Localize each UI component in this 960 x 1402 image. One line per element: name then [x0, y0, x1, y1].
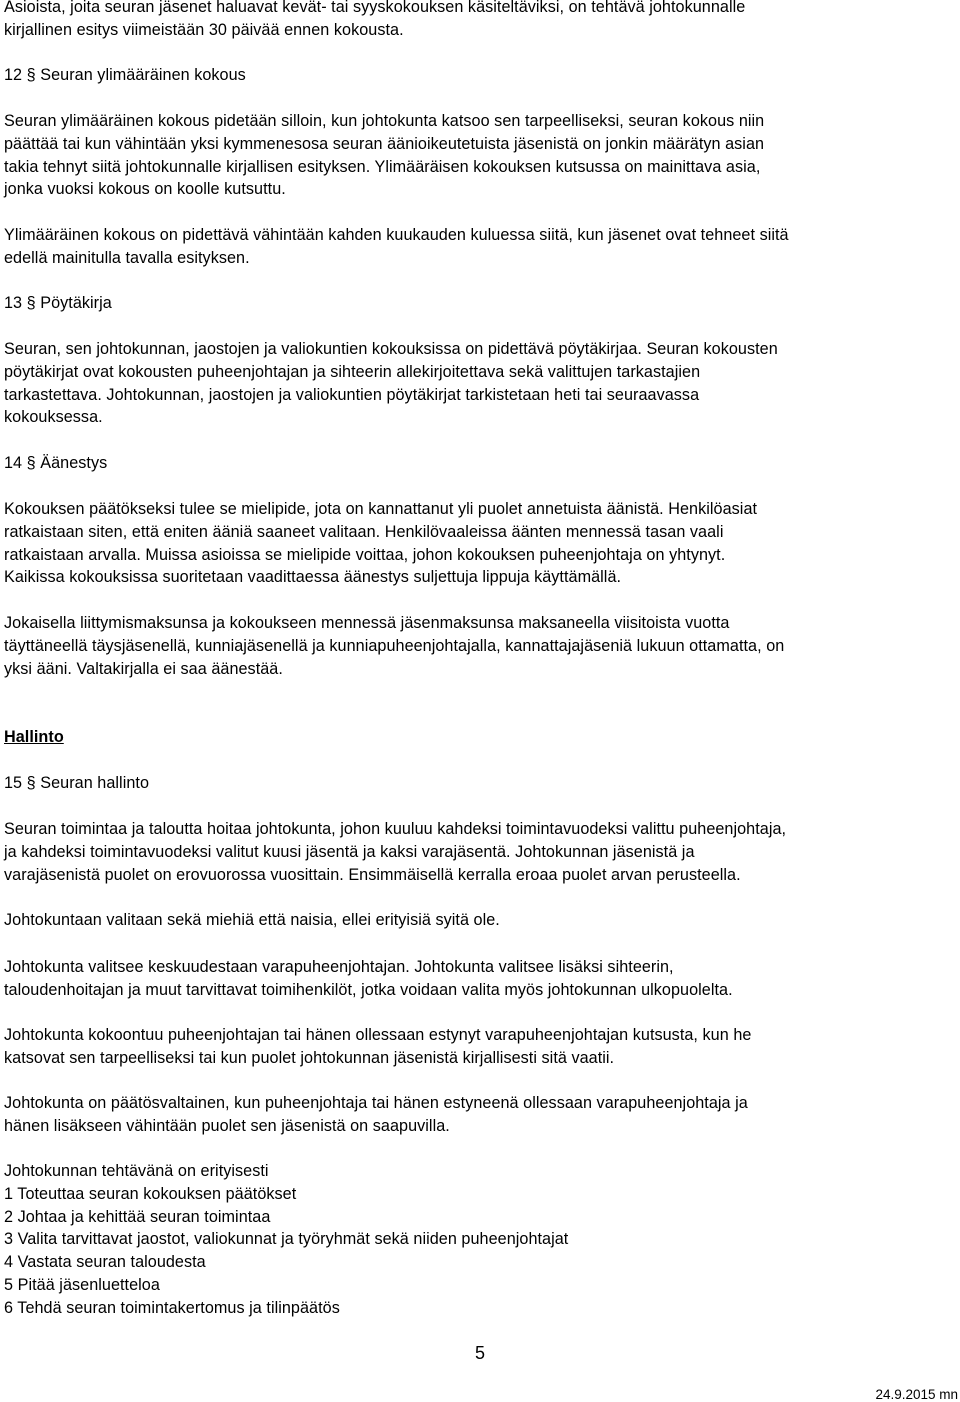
- text-line: ratkaistaan siten, että eniten ääniä saaneet valitaan. Henkilövaaleissa äänten mennessä tasan vaali: [4, 522, 724, 541]
- section-15-paragraph-1: [4, 818, 786, 886]
- text-line: Ylimääräinen kokous on pidettävä vähintään kahden kuukauden kuluessa siitä, kun jäsenet ovat tehneet siitä: [4, 226, 789, 244]
- section-15-paragraph-4: [4, 1024, 751, 1070]
- section-15-title: 15 § Seuran hallinto: [4, 774, 149, 792]
- text-line: Seuran, sen johtokunnan, jaostojen ja valiokuntien kokouksissa on pidettävä pöytäkirjaa. Seuran kokousten: [4, 340, 778, 358]
- text-line: kirjallinen esitys viimeistään 30 päivää ennen kokousta.: [4, 20, 404, 39]
- text-line: päättää tai kun vähintään yksi kymmenesosa seuran äänioikeutetuista jäsenistä on jonkin määrätyn asian: [4, 134, 765, 153]
- section-15-paragraph-5: [4, 1092, 748, 1138]
- text-line: takia tehnyt siitä johtokunnalle kirjallisen esityksen. Ylimääräisen kokouksen kutsussa on mainittava asia,: [4, 157, 761, 176]
- duties-list: [4, 1160, 568, 1320]
- text-line: taloudenhoitajan ja muut tarvittavat toimihenkilöt, jotka voidaan valita myös johtokunnan ulkopuolelta.: [4, 980, 733, 999]
- section-13-title: 13 § Pöytäkirja: [4, 294, 112, 312]
- text-line: Seuran ylimääräinen kokous pidetään silloin, kun johtokunta katsoo sen tarpeelliseksi, seuran kokous niin: [4, 112, 765, 130]
- section-14-paragraph-2: [4, 612, 784, 680]
- hallinto-heading: Hallinto: [4, 728, 64, 746]
- text-line: Johtokuntaan valitaan sekä miehiä että naisia, ellei erityisiä syitä ole.: [4, 911, 500, 929]
- text-line: jonka vuoksi kokous on koolle kutsuttu.: [4, 180, 286, 199]
- text-line: Kaikissa kokouksissa suoritetaan vaadittaessa äänestys suljettuja lippuja käyttämällä.: [4, 568, 622, 587]
- list-item: 2 Johtaa ja kehittää seuran toimintaa: [4, 1207, 271, 1226]
- text-line: katsovat sen tarpeelliseksi tai kun puolet johtokunnan jäsenistä kirjallisesti sitä vaatii.: [4, 1048, 615, 1067]
- text-line: täyttäneellä täysjäsenellä, kunniajäsenellä ja kunniapuheenjohtajalla, kannattajajäseniä lukuun ottamatta, on: [4, 636, 785, 655]
- text-line: tarkastettava. Johtokunnan, jaostojen ja valiokuntien pöytäkirjat tarkistetaan heti tai seuraavassa: [4, 385, 700, 404]
- text-line: Jokaisella liittymismaksunsa ja kokoukseen mennessä jäsenmaksunsa maksaneella viisitoista vuotta: [4, 614, 730, 632]
- text-line: Johtokunta on päätösvaltainen, kun puheenjohtaja tai hänen estyneenä ollessaan varapuheenjohtaja ja: [4, 1094, 748, 1112]
- section-15-paragraph-2: [4, 909, 500, 932]
- intro-paragraph: [4, 0, 745, 42]
- text-line: Kokouksen päätökseksi tulee se mielipide, jota on kannattanut yli puolet annetuista äänistä. Henkilöasiat: [4, 500, 758, 518]
- text-line: Seuran toimintaa ja taloutta hoitaa johtokunta, johon kuuluu kahdeksi toimintavuodeksi valittu puheenjohtaja,: [4, 820, 787, 838]
- text-line: ja kahdeksi toimintavuodeksi valitut kuusi jäsentä ja kaksi varajäsentä. Johtokunnan jäsenistä ja: [4, 842, 695, 861]
- section-13-paragraph-1: [4, 338, 778, 429]
- section-15-paragraph-3: [4, 956, 733, 1002]
- list-item: 3 Valita tarvittavat jaostot, valiokunnat ja työryhmät sekä niiden puheenjohtajat: [4, 1230, 569, 1249]
- footer-date: 24.9.2015 mn: [875, 1387, 958, 1402]
- text-line: edellä mainitulla tavalla esityksen.: [4, 248, 250, 267]
- section-12-paragraph-1: [4, 110, 764, 201]
- text-line: Asioista, joita seuran jäsenet haluavat kevät- tai syyskokouksen käsiteltäviksi, on tehtävä johtokunnalle: [4, 0, 746, 16]
- section-14-paragraph-1: [4, 498, 757, 589]
- list-item: 6 Tehdä seuran toimintakertomus ja tilinpäätös: [4, 1298, 340, 1317]
- list-item: 4 Vastata seuran taloudesta: [4, 1253, 206, 1272]
- page-number: 5: [474, 1343, 485, 1363]
- section-12-paragraph-2: [4, 224, 789, 270]
- text-line: yksi ääni. Valtakirjalla ei saa äänestää.: [4, 659, 283, 678]
- list-item: Johtokunnan tehtävänä on erityisesti: [4, 1162, 269, 1180]
- section-12-title: 12 § Seuran ylimääräinen kokous: [4, 66, 246, 84]
- text-line: Johtokunta valitsee keskuudestaan varapuheenjohtajan. Johtokunta valitsee lisäksi sihteerin,: [4, 958, 674, 976]
- text-line: pöytäkirjat ovat kokousten puheenjohtajan ja sihteerin allekirjoitettava sekä valittujen tarkastajien: [4, 362, 701, 381]
- text-line: kokouksessa.: [4, 408, 103, 427]
- text-line: varajäsenistä puolet on erovuorossa vuosittain. Ensimmäisellä kerralla eroaa puolet arvan perusteella.: [4, 865, 741, 884]
- section-14-title: 14 § Äänestys: [4, 454, 108, 472]
- list-item: 1 Toteuttaa seuran kokouksen päätökset: [4, 1184, 297, 1203]
- text-line: ratkaistaan arvalla. Muissa asioissa se mielipide voittaa, johon kokouksen puheenjohtaja on yhtynyt.: [4, 545, 726, 564]
- text-line: hänen lisäkseen vähintään puolet sen jäsenistä on saapuvilla.: [4, 1116, 450, 1135]
- list-item: 5 Pitää jäsenluetteloa: [4, 1275, 160, 1294]
- text-line: Johtokunta kokoontuu puheenjohtajan tai hänen ollessaan estynyt varapuheenjohtajan kutsusta, kun he: [4, 1026, 752, 1044]
